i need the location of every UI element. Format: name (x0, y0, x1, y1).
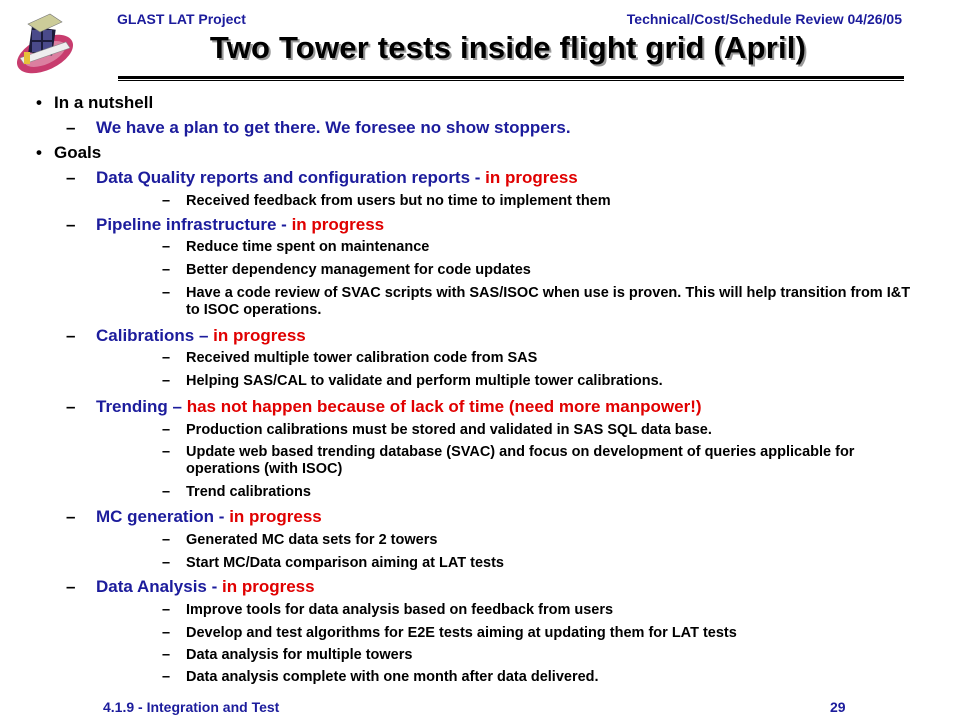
goal-status: has not happen because of lack of time (need more manpower!) (186, 397, 702, 416)
bullet-glyph: • (36, 93, 42, 112)
goal-item-text: Improve tools for data analysis based on feedback from users (186, 602, 614, 618)
goal-item-text: Data analysis for multiple towers (186, 647, 413, 663)
dash-glyph: – (162, 285, 171, 301)
bullet-text: In a nutshell (54, 93, 154, 112)
goal-label: Trending – (96, 397, 182, 416)
dash-glyph: – (162, 555, 171, 571)
dash-glyph: – (66, 168, 76, 187)
dash-glyph: – (162, 239, 171, 255)
goal-status: in progress (485, 168, 578, 187)
dash-glyph: – (162, 422, 171, 438)
goal-item-text: Better dependency management for code updates (186, 262, 531, 278)
dash-glyph: – (162, 193, 171, 209)
goal-item-text: Reduce time spent on maintenance (186, 239, 430, 255)
page-number: 29 (830, 699, 846, 715)
dash-glyph: – (162, 350, 171, 366)
goal-status: in progress (213, 326, 306, 345)
dash-glyph: – (162, 484, 171, 500)
goal-label: Pipeline infrastructure - (96, 215, 287, 234)
nutshell-text: We have a plan to get there. We foresee no show stoppers. (96, 118, 571, 137)
goal-item-text: Update web based trending database (SVAC) and focus on development of queries applicable for operations (with ISOC) (186, 444, 855, 477)
dash-glyph: – (66, 577, 76, 596)
dash-glyph: – (162, 532, 171, 548)
dash-glyph: – (162, 669, 171, 685)
page-title: Two Tower tests inside flight grid (April) (209, 30, 807, 65)
goal-item-text: Data analysis complete with one month after data delivered. (186, 669, 599, 685)
dash-glyph: – (162, 625, 171, 641)
goal-item-text: Production calibrations must be stored and validated in SAS SQL data base. (186, 422, 712, 438)
goal-item-text: Helping SAS/CAL to validate and perform multiple tower calibrations. (186, 373, 663, 389)
title-rule (118, 76, 904, 79)
dash-glyph: – (162, 444, 171, 460)
dash-glyph: – (162, 373, 171, 389)
goal-item-text: Received feedback from users but no time to implement them (186, 193, 611, 209)
bullet-text: Goals (54, 143, 102, 162)
goal-status: in progress (221, 577, 315, 596)
dash-glyph: – (66, 507, 76, 526)
goal-status: in progress (291, 215, 385, 234)
goal-label: MC generation - (96, 507, 225, 526)
goal-label: Data Analysis - (96, 577, 218, 596)
dash-glyph: – (66, 118, 76, 137)
header-right: Technical/Cost/Schedule Review 04/26/05 (626, 11, 902, 27)
glast-logo-icon (10, 12, 80, 84)
title-rule-thin (118, 80, 904, 81)
goal-status: in progress (229, 507, 322, 526)
goal-item-text: Generated MC data sets for 2 towers (186, 532, 438, 548)
goal-label: Data Quality reports and configuration reports - (96, 168, 481, 187)
goal-item-text: Received multiple tower calibration code from SAS (186, 350, 538, 366)
goal-label: Calibrations – (96, 326, 209, 345)
header-left: GLAST LAT Project (117, 11, 246, 27)
goal-item-text: Start MC/Data comparison aiming at LAT tests (186, 555, 504, 571)
goal-item-text: Have a code review of SVAC scripts with SAS/ISOC when use is proven. This will help transition from I&T to ISOC operations. (186, 285, 911, 318)
footer-section: 4.1.9 - Integration and Test (103, 699, 280, 715)
dash-glyph: – (162, 602, 171, 618)
dash-glyph: – (66, 397, 76, 416)
dash-glyph: – (66, 215, 76, 234)
dash-glyph: – (162, 647, 171, 663)
dash-glyph: – (162, 262, 171, 278)
goal-item-text: Trend calibrations (186, 484, 311, 500)
bullet-glyph: • (36, 143, 42, 162)
goal-item-text: Develop and test algorithms for E2E tests aiming at updating them for LAT tests (186, 625, 737, 641)
dash-glyph: – (66, 326, 76, 345)
